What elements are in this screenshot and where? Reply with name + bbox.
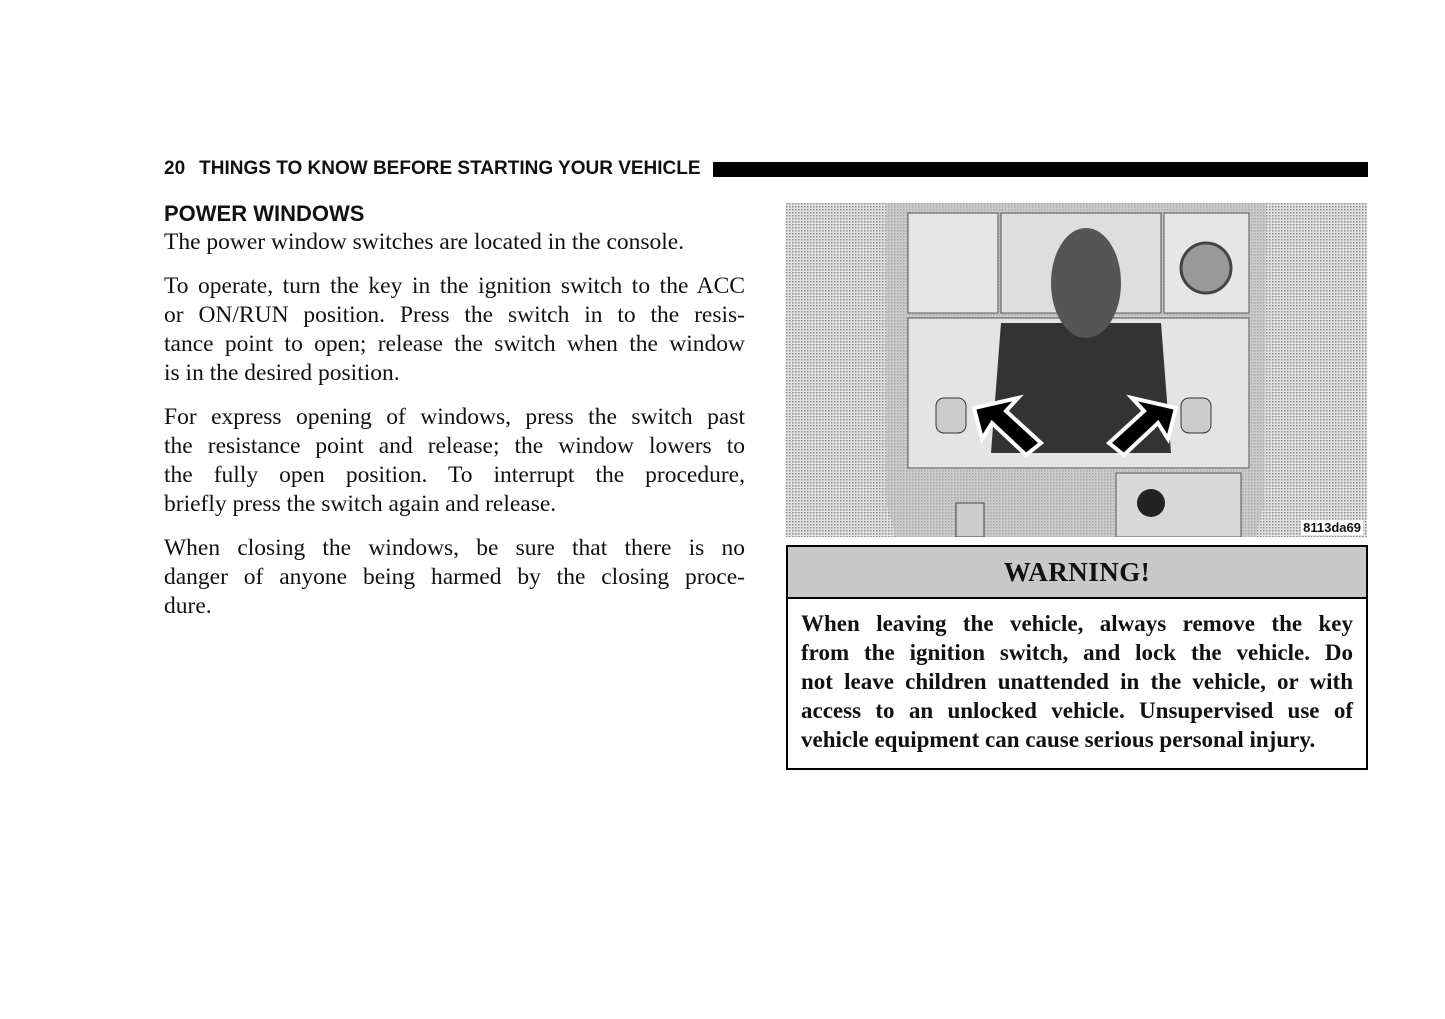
text-line: briefly press the switch again and release.	[164, 491, 557, 517]
warning-text	[788, 599, 1366, 754]
paragraph	[164, 534, 745, 621]
header-rule	[713, 162, 1368, 177]
text-line: the fully open position. To interrupt the procedure,	[164, 462, 745, 488]
warning-box	[786, 545, 1368, 770]
section-heading: POWER WINDOWS	[164, 201, 365, 226]
text-line: For express opening of windows, press the switch past	[164, 404, 745, 430]
text-line: the resistance point and release; the window lowers to	[164, 433, 745, 459]
running-header	[164, 157, 1368, 181]
warning-line: not leave children unattended in the vehicle, or with	[801, 669, 1353, 694]
section-title: THINGS TO KNOW BEFORE STARTING YOUR VEHICLE	[199, 158, 701, 179]
page-number: 20	[164, 158, 186, 179]
text-column	[164, 200, 745, 636]
text-line: danger of anyone being harmed by the closing proce-	[164, 564, 745, 590]
warning-line: When leaving the vehicle, always remove the key	[801, 611, 1353, 636]
paragraph	[164, 272, 745, 388]
text-line: To operate, turn the key in the ignition switch to the ACC	[164, 273, 745, 299]
warning-line: access to an unlocked vehicle. Unsupervised use of	[801, 698, 1353, 723]
warning-line: vehicle equipment can cause serious personal injury.	[801, 727, 1316, 752]
text-line: is in the desired position.	[164, 360, 400, 386]
text-line: dure.	[164, 593, 212, 619]
paragraph	[164, 228, 745, 257]
paragraph	[164, 403, 745, 519]
warning-title: WARNING!	[788, 547, 1366, 599]
warning-line: from the ignition switch, and lock the vehicle. Do	[801, 640, 1353, 665]
text-line: When closing the windows, be sure that there is no	[164, 535, 745, 561]
text-line: or ON/RUN position. Press the switch in to the resis-	[164, 302, 745, 328]
console-illustration	[786, 203, 1367, 537]
figure-code: 8113da69	[1303, 520, 1361, 535]
text-line: The power window switches are located in the console.	[164, 229, 685, 255]
text-line: tance point to open; release the switch when the window	[164, 331, 745, 357]
